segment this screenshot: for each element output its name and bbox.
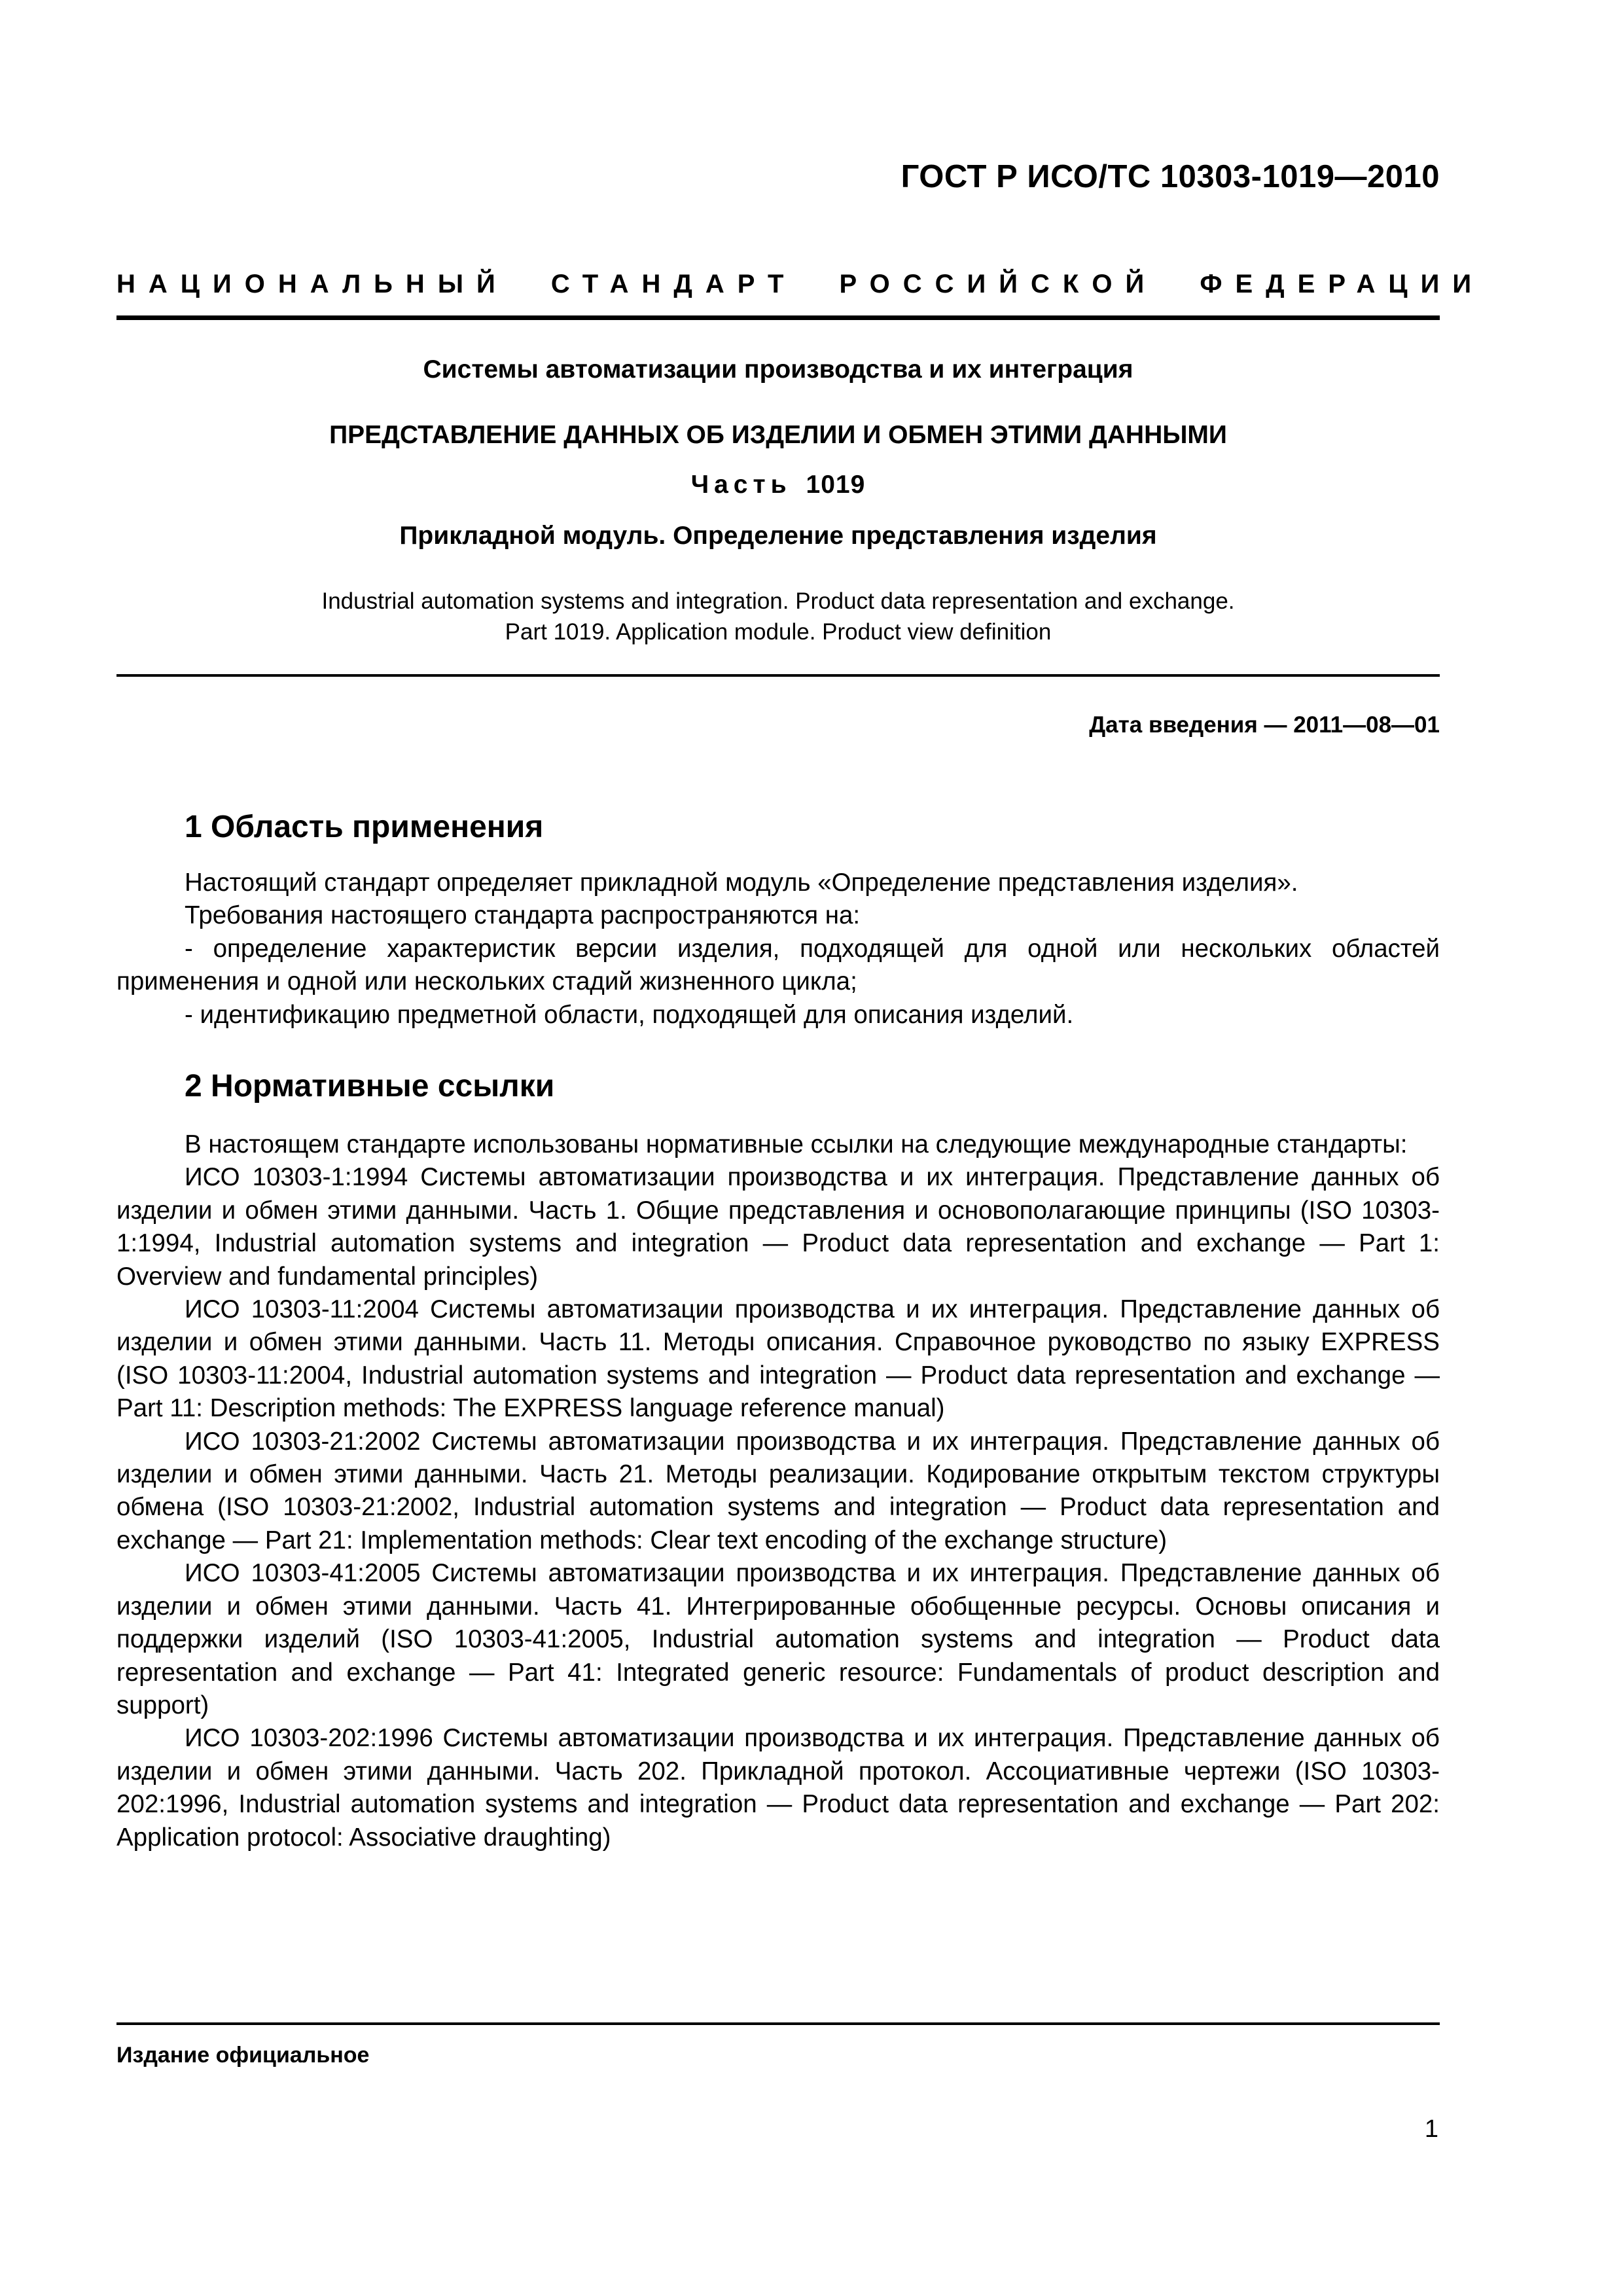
section-2-heading: 2 Нормативные ссылки xyxy=(185,1069,555,1103)
national-standard-banner: НАЦИОНАЛЬНЫЙ СТАНДАРТ РОССИЙСКОЙ ФЕДЕРАЦИИ xyxy=(116,270,1485,298)
english-title-line-1: Industrial automation systems and integration. Product data representation and exchange. xyxy=(321,588,1235,614)
part-label: Часть xyxy=(690,471,792,499)
paragraph: Настоящий стандарт определяет прикладной модуль «Определение представления изделия». xyxy=(185,869,1298,897)
reference-entry: ИСО 10303-1:1994 Системы автоматизации производства и их интеграция. Представление данных об изделии и обмен этими данными. Часть 1. Общие представления и основополагающие принципы (ISO 10303-1:1994, Industrial automation systems and integration — Product data representation and exchange — Part 1: Overview and fundamental principles) xyxy=(116,1163,1440,1291)
page-number: 1 xyxy=(1424,2115,1438,2143)
part-number: 1019 xyxy=(806,471,866,499)
english-title xyxy=(116,586,1440,647)
reference-entry: ИСО 10303-11:2004 Системы автоматизации производства и их интеграция. Представление данных об изделии и обмен этими данными. Часть 11. Методы описания. Справочное руководство по языку EXPRESS (ISO 10303-11:2004, Industrial automation systems and integration — Product data representation and exchange — Part 11: Description methods: The EXPRESS language reference manual) xyxy=(116,1295,1440,1423)
section-2-body xyxy=(116,1128,1440,1854)
part-title xyxy=(116,471,1440,499)
paragraph: В настоящем стандарте использованы нормативные ссылки на следующие международные стандарты: xyxy=(185,1130,1408,1158)
section-1-body xyxy=(116,867,1440,1031)
reference-entry: ИСО 10303-41:2005 Системы автоматизации производства и их интеграция. Представление данных об изделии и обмен этими данными. Часть 41. Интегрированные обобщенные ресурсы. Основы описания и поддержки изделий (ISO 10303-41:2005, Industrial automation systems and integration — Product data representation and exchange — Part 41: Integrated generic resource: Fundamentals of product description and support) xyxy=(116,1559,1440,1719)
introduction-date: Дата введения — 2011—08—01 xyxy=(1089,712,1440,738)
footer-divider xyxy=(116,2022,1440,2025)
header-divider xyxy=(116,315,1440,320)
main-title: ПРЕДСТАВЛЕНИЕ ДАННЫХ ОБ ИЗДЕЛИИ И ОБМЕН ЭТИМИ ДАННЫМИ xyxy=(329,421,1227,449)
paragraph: Требования настоящего стандарта распространяются на: xyxy=(185,901,861,930)
paragraph: - определение характеристик версии изделия, подходящей для одной или нескольких областей применения и одной или нескольких стадий жизненного цикла; xyxy=(116,934,1440,996)
edition-label: Издание официальное xyxy=(116,2043,370,2068)
title-divider xyxy=(116,674,1440,677)
paragraph: - идентификацию предметной области, подходящей для описания изделий. xyxy=(185,1000,1074,1029)
section-1-heading: 1 Область применения xyxy=(185,810,544,844)
english-title-line-2: Part 1019. Application module. Product view definition xyxy=(505,619,1052,645)
document-code: ГОСТ Р ИСО/ТС 10303-1019—2010 xyxy=(901,159,1440,194)
series-title: Системы автоматизации производства и их интеграция xyxy=(423,355,1133,384)
reference-entry: ИСО 10303-202:1996 Системы автоматизации производства и их интеграция. Представление данных об изделии и обмен этими данными. Часть 202. Прикладной протокол. Ассоциативные чертежи (ISO 10303-202:1996, Industrial automation systems and integration — Product data representation and exchange — Part 202: Application protocol: Associative draughting) xyxy=(116,1724,1440,1852)
subtitle: Прикладной модуль. Определение представления изделия xyxy=(399,522,1157,550)
reference-entry: ИСО 10303-21:2002 Системы автоматизации производства и их интеграция. Представление данных об изделии и обмен этими данными. Часть 21. Методы реализации. Кодирование открытым текстом структуры обмена (ISO 10303-21:2002, Industrial automation systems and integration — Product data representation and exchange — Part 21: Implementation methods: Clear text encoding of the exchange structure) xyxy=(116,1427,1440,1554)
